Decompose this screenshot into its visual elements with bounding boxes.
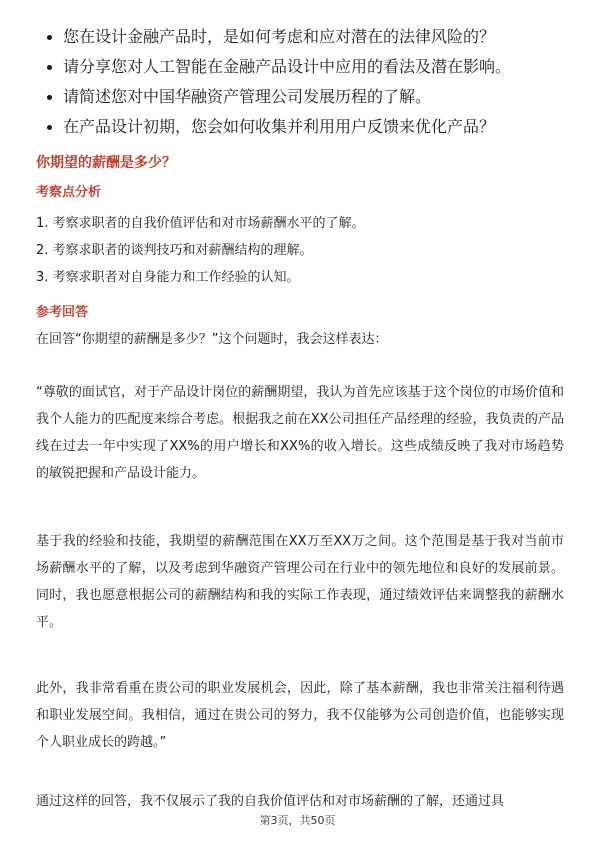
question-title: 你期望的薪酬是多少？ <box>36 155 176 171</box>
analysis-item: 2. 考察求职者的谈判技巧和对薪酬结构的理解。 <box>36 243 313 258</box>
bullet-item: 您在设计金融产品时，是如何考虑和应对潜在的法律风险的？ <box>47 22 567 52</box>
answer-paragraph: 此外，我非常看重在贵公司的职业发展机会，因此，除了基本薪酬，我也非常关注福利待遇和职业发展空间。我相信，通过在贵公司的努力，我不仅能够为公司创造价值，也能够实现个人职业成长的跨越。” <box>36 681 564 750</box>
page-number: 第3页，共50页 <box>259 814 336 827</box>
answer-paragraph: 基于我的经验和技能，我期望的薪酬范围在XX万至XX万之间。这个范围是基于我对当前市场薪酬水平的了解，以及考虑到华融资产管理公司在行业中的领先地位和良好的发展前景。同时，我也愿意根据公司的薪酬结构和我的实际工作表现，通过绩效评估来调整我的薪酬水平。 <box>36 534 564 630</box>
analysis-list <box>36 210 566 291</box>
bullet-item: 请简述您对中国华融资产管理公司发展历程的了解。 <box>47 82 567 112</box>
analysis-item: 1. 考察求职者的自我价值评估和对市场薪酬水平的了解。 <box>36 216 365 231</box>
answer-paragraph: 通过这样的回答，我不仅展示了我的自我价值评估和对市场薪酬的了解，还通过具 <box>36 794 505 809</box>
bullet-item: 在产品设计初期，您会如何收集并利用用户反馈来优化产品？ <box>47 112 567 142</box>
answer-paragraph: “尊敬的面试官，对于产品设计岗位的薪酬期望，我认为首先应该基于这个岗位的市场价值和我个人能力的匹配度来综合考虑。根据我之前在XX公司担任产品经理的经验，我负责的产品线在过去一年中实现了XX%的用户增长和XX%的收入增长。这些成绩反映了我对市场趋势的敏锐把握和产品设计能力。 <box>36 385 564 481</box>
answer-heading: 参考回答 <box>36 305 89 320</box>
answer-intro: 在回答“你期望的薪酬是多少？”这个问题时，我会这样表达： <box>36 332 388 347</box>
analysis-item: 3. 考察求职者对自身能力和工作经验的认知。 <box>36 270 300 285</box>
analysis-heading: 考察点分析 <box>36 185 102 200</box>
bullet-item: 请分享您对人工智能在金融产品设计中应用的看法及潜在影响。 <box>47 52 567 82</box>
question-bullet-list <box>47 22 567 142</box>
